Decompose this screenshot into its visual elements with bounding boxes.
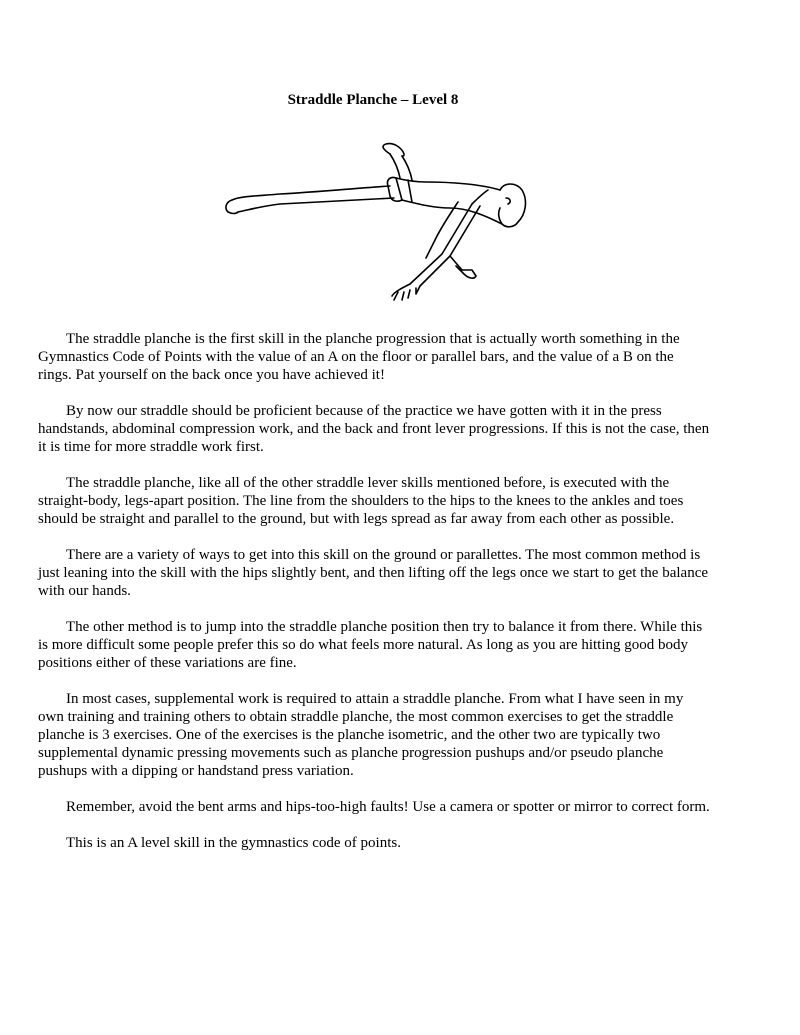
page-title: Straddle Planche – Level 8	[287, 92, 459, 108]
paragraph: The other method is to jump into the straddle planche position then try to balance it from there. While this is more difficult some people prefer this so do what feels more natural. As long as you are hitting good body positions either of these variations are fine.	[38, 619, 703, 671]
paragraph: The straddle planche is the first skill in the planche progression that is actually worth something in the Gymnastics Code of Points with the value of an A on the floor or parallel bars, and the value of a B on the rings. Pat yourself on the back once you have achieved it!	[38, 331, 680, 383]
paragraph: The straddle planche, like all of the other straddle lever skills mentioned before, is executed with the straight-body, legs-apart position. The line from the shoulders to the hips to the knees to the ankles and toes should be straight and parallel to the ground, but with legs spread as far away from each other as possible.	[38, 475, 684, 527]
paragraph: Remember, avoid the bent arms and hips-too-high faults! Use a camera or spotter or mirror to correct form.	[66, 799, 710, 815]
paragraph: There are a variety of ways to get into this skill on the ground or parallettes. The most common method is just leaning into the skill with the hips slightly bent, and then lifting off the legs once we start to get the balance with our hands.	[38, 547, 709, 599]
straddle-planche-illustration	[218, 138, 536, 306]
article-body	[38, 330, 710, 870]
paragraph: By now our straddle should be proficient because of the practice we have gotten with it in the press handstands, abdominal compression work, and the back and front lever progressions. If this is not the case, then it is time for more straddle work first.	[38, 403, 710, 455]
straddle-planche-icon	[218, 138, 536, 306]
paragraph: In most cases, supplemental work is required to attain a straddle planche. From what I have seen in my own training and training others to obtain straddle planche, the most common exercises to get the straddle planche is 3 exercises. One of the exercises is the planche isometric, and the other two are typically two supplemental dynamic pressing movements such as planche progression pushups and/or pseudo planche pushups with a dipping or handstand press variation.	[38, 691, 684, 779]
paragraph: This is an A level skill in the gymnastics code of points.	[66, 835, 401, 851]
